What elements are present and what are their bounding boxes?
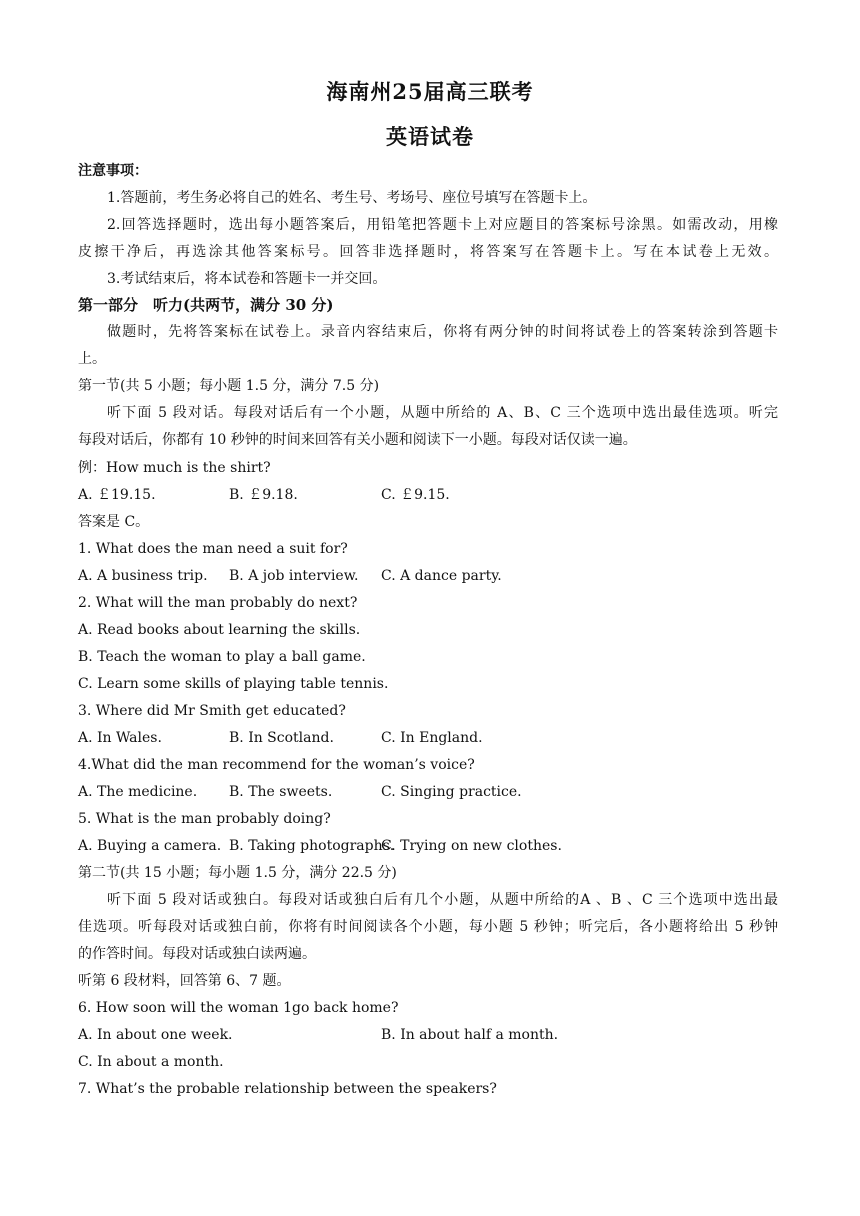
question-7: 7. What’s the probable relationship between the speakers? xyxy=(78,1081,497,1097)
notice-item-2-line-2: 皮擦干净后，再选涂其他答案标号。回答非选择题时，将答案写在答题卡上。写在本试卷上无效。 xyxy=(78,244,778,260)
part1-intro-line-1: 做题时，先将答案标在试卷上。录音内容结束后，你将有两分钟的时间将试卷上的答案转涂到答题卡 xyxy=(107,324,778,340)
question-6: 6. How soon will the woman 1go back home? xyxy=(78,1000,399,1016)
question-1-option-c: C. A dance party. xyxy=(381,568,502,584)
notice-heading: 注意事项： xyxy=(78,163,148,179)
question-4-option-c: C. Singing practice. xyxy=(381,784,522,800)
notice-item-3: 3.考试结束后，将本试卷和答题卡一并交回。 xyxy=(107,271,387,287)
section1-intro-line-1: 听下面 5 段对话。每段对话后有一个小题，从题中所给的 A、B、C 三个选项中选出最佳选项。听完 xyxy=(107,405,778,421)
question-5-option-c: C. Trying on new clothes. xyxy=(381,838,562,854)
notice-item-1: 1.答题前，考生务必将自己的姓名、考生号、考场号、座位号填写在答题卡上。 xyxy=(107,190,597,206)
question-3: 3. Where did Mr Smith get educated? xyxy=(78,703,346,719)
question-5-option-a: A. Buying a camera. xyxy=(78,838,222,854)
question-4-option-a: A. The medicine. xyxy=(78,784,198,800)
section1-intro-line-2: 每段对话后，你都有 10 秒钟的时间来回答有关小题和阅读下一小题。每段对话仅读一遍。 xyxy=(78,432,637,448)
question-6-option-a: A. In about one week. xyxy=(78,1027,233,1043)
question-2-option-a: A. Read books about learning the skills. xyxy=(78,622,361,638)
question-1-option-b: B. A job interview. xyxy=(229,568,359,584)
question-1: 1. What does the man need a suit for? xyxy=(78,541,348,557)
question-5: 5. What is the man probably doing? xyxy=(78,811,331,827)
question-3-option-b: B. In Scotland. xyxy=(229,730,334,746)
part1-intro-line-2: 上。 xyxy=(78,351,106,367)
example-question: 例：How much is the shirt? xyxy=(78,460,271,476)
example-answer: 答案是 C。 xyxy=(78,514,150,530)
question-4-option-b: B. The sweets. xyxy=(229,784,333,800)
section2-intro-line-1: 听下面 5 段对话或独白。每段对话或独白后有几个小题，从题中所给的A 、B 、C 三个选项中选出最 xyxy=(107,892,778,908)
example-option-c: C. ￡9.15. xyxy=(381,487,450,503)
question-6-option-b: B. In about half a month. xyxy=(381,1027,559,1043)
example-option-a: A. ￡19.15. xyxy=(78,487,156,503)
exam-subtitle: 英语试卷 xyxy=(386,124,474,149)
part1-heading: 第一部分 听力(共两节，满分 30 分) xyxy=(78,296,334,314)
question-3-option-a: A. In Wales. xyxy=(78,730,162,746)
question-3-option-c: C. In England. xyxy=(381,730,483,746)
question-4: 4.What did the man recommend for the woman’s voice? xyxy=(78,757,475,773)
section2-heading: 第二节(共 15 小题；每小题 1.5 分，满分 22.5 分) xyxy=(78,865,397,881)
question-6-option-c: C. In about a month. xyxy=(78,1054,224,1070)
exam-title: 海南州25届高三联考 xyxy=(326,79,534,104)
section1-heading: 第一节(共 5 小题；每小题 1.5 分，满分 7.5 分) xyxy=(78,378,380,394)
question-5-option-b: B. Taking photographs. xyxy=(229,838,395,854)
question-2: 2. What will the man probably do next? xyxy=(78,595,358,611)
section2-intro-line-3: 的作答时间。每段对话或独白读两遍。 xyxy=(78,946,316,962)
section2-intro-line-2: 佳选项。听每段对话或独白前，你将有时间阅读各个小题，每小题 5 秒钟；听完后，各小题将给出 5 秒钟 xyxy=(78,919,778,935)
question-1-option-a: A. A business trip. xyxy=(78,568,208,584)
notice-item-2-line-1: 2.回答选择题时，选出每小题答案后，用铅笔把答题卡上对应题目的答案标号涂黑。如需改动，用橡 xyxy=(107,217,778,233)
question-2-option-b: B. Teach the woman to play a ball game. xyxy=(78,649,366,665)
material-6-heading: 听第 6 段材料，回答第 6、7 题。 xyxy=(78,973,291,989)
example-option-b: B. ￡9.18. xyxy=(229,487,298,503)
question-2-option-c: C. Learn some skills of playing table tennis. xyxy=(78,676,389,692)
